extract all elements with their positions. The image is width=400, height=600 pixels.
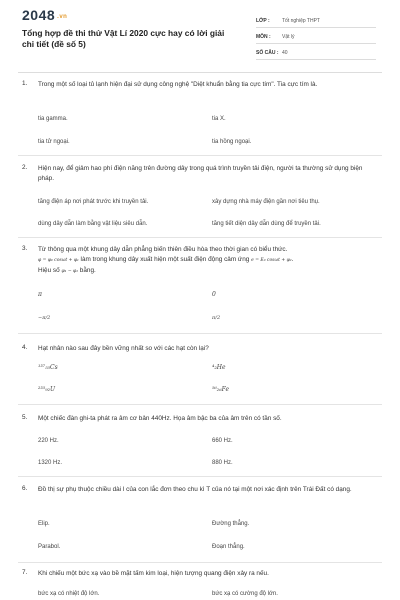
option-a[interactable]: tia gamma.	[38, 116, 68, 122]
formula-flux: φ = φ₀ cosωt + φ₁	[38, 258, 79, 263]
option-d[interactable]: tăng tiết diện dây dẫn dùng để truyền tải.	[212, 221, 321, 227]
formula-emf: e = E₀ cosωt + φ₂	[251, 258, 292, 263]
question-divider	[18, 562, 382, 563]
option-d[interactable]: Đoạn thẳng.	[212, 544, 245, 550]
question-text: Một chiếc đàn ghi-ta phát ra âm cơ bản 440Hz. Họa âm bậc ba của âm trên có tần số.	[38, 415, 282, 422]
option-b[interactable]: 0	[212, 291, 216, 298]
option-b[interactable]: 660 Hz.	[212, 438, 233, 444]
question-number: 3.	[22, 245, 28, 252]
question-divider	[18, 333, 382, 334]
question-text: Hiện nay, để giảm hao phí điện năng trên đường dây trong quá trình truyền tải điện, người ta thường sử dụng biện pháp.	[38, 165, 363, 182]
question-number: 1.	[22, 80, 28, 87]
question-text-part: Từ thông qua một khung dây dẫn phẳng biến thiên điều hòa theo thời gian có biểu thức.	[38, 246, 288, 253]
formula-phase-diff: φ₁ − φ₂	[61, 269, 78, 274]
header-divider	[18, 72, 382, 73]
meta-value: Tốt nghiệp THPT	[282, 17, 320, 24]
question-number: 2.	[22, 164, 28, 171]
question-divider	[18, 237, 382, 238]
logo-text: 2048	[22, 7, 56, 23]
question-divider	[18, 155, 382, 156]
option-b[interactable]: tia X.	[212, 116, 226, 122]
option-c[interactable]: tia tử ngoại.	[38, 139, 70, 145]
option-d[interactable]: 880 Hz.	[212, 460, 233, 466]
option-c[interactable]: ²³⁵₉₂U	[38, 386, 56, 393]
option-a[interactable]: 220 Hz.	[38, 438, 59, 444]
meta-label: LỚP :	[256, 17, 270, 24]
question-text: Từ thông qua một khung dây dẫn phẳng biến thiên điều hòa theo thời gian có biểu thức. φ = φ₀ cosωt + φ₁ làm trong khung dây xuất hiện một suất điện động cảm ứng e = E₀ cosωt + φ₂. Hiệu số φ₁ − φ₂ bằng.	[38, 246, 294, 274]
question-number: 7.	[22, 569, 28, 576]
option-a[interactable]: ¹³⁷₅₅Cs	[38, 364, 58, 371]
meta-row-mon	[256, 30, 376, 44]
meta-value: Vật lý	[282, 33, 295, 40]
option-c[interactable]: −π/2	[38, 315, 51, 321]
question-divider	[18, 476, 382, 477]
question-number: 5.	[22, 414, 28, 421]
question-number: 4.	[22, 344, 28, 351]
logo-suffix: .vn	[57, 14, 68, 20]
meta-label: SỐ CÂU :	[256, 49, 279, 56]
option-a[interactable]: tăng điện áp nơi phát trước khi truyền tải.	[38, 199, 149, 205]
option-c[interactable]: Parabol.	[38, 544, 61, 550]
site-logo[interactable]	[22, 7, 67, 23]
option-c[interactable]: 1320 Hz.	[38, 460, 63, 466]
option-b[interactable]: ⁴₂He	[212, 364, 226, 371]
option-b[interactable]: xây dựng nhà máy điện gần nơi tiêu thụ.	[212, 199, 320, 205]
question-text: Trong một số loại tủ lạnh hiện đại sử dụng công nghệ "Diệt khuẩn bằng tia cực tím". Tia cực tím là.	[38, 81, 318, 88]
option-d[interactable]: π/2	[212, 315, 221, 321]
document-title: Tổng hợp đề thi thử Vật Lí 2020 cực hay có lời giải chi tiết (đề số 5)	[22, 28, 225, 49]
option-a[interactable]: Elip.	[38, 521, 50, 527]
meta-row-lop	[256, 14, 376, 28]
option-c[interactable]: dùng dây dẫn làm bằng vật liệu siêu dẫn.	[38, 221, 148, 227]
question-text-part: làm trong khung dây xuất hiện một suất điện động cảm ứng	[78, 256, 252, 263]
question-number: 6.	[22, 485, 28, 492]
question-text-part: Hiệu số	[38, 267, 62, 274]
question-text: Đồ thị sự phụ thuộc chiều dài l của con lắc đơn theo chu kì T của nó tại một nơi xác định trên Trái Đất có dạng.	[38, 486, 352, 493]
option-b[interactable]: Đường thẳng.	[212, 521, 250, 527]
question-text: Khi chiếu một bức xạ vào bề mặt tấm kim loại, hiện tượng quang điện xảy ra nếu.	[38, 570, 269, 577]
option-b[interactable]: bức xạ có cường độ lớn.	[212, 591, 278, 597]
document-header	[0, 0, 400, 62]
option-d[interactable]: tia hồng ngoại.	[212, 139, 252, 145]
meta-value: 40	[282, 49, 288, 56]
question-text-part: bằng.	[78, 267, 96, 274]
option-a[interactable]: bức xạ có nhiệt độ lớn.	[38, 591, 100, 597]
meta-label: MÔN :	[256, 33, 271, 40]
meta-panel	[256, 14, 376, 62]
question-divider	[18, 404, 382, 405]
option-a[interactable]: π	[38, 291, 42, 298]
option-d[interactable]: ⁵⁶₂₆Fe	[212, 386, 230, 393]
meta-row-socau	[256, 46, 376, 60]
question-text: Hạt nhân nào sau đây bền vững nhất so với các hạt còn lại?	[38, 345, 209, 352]
